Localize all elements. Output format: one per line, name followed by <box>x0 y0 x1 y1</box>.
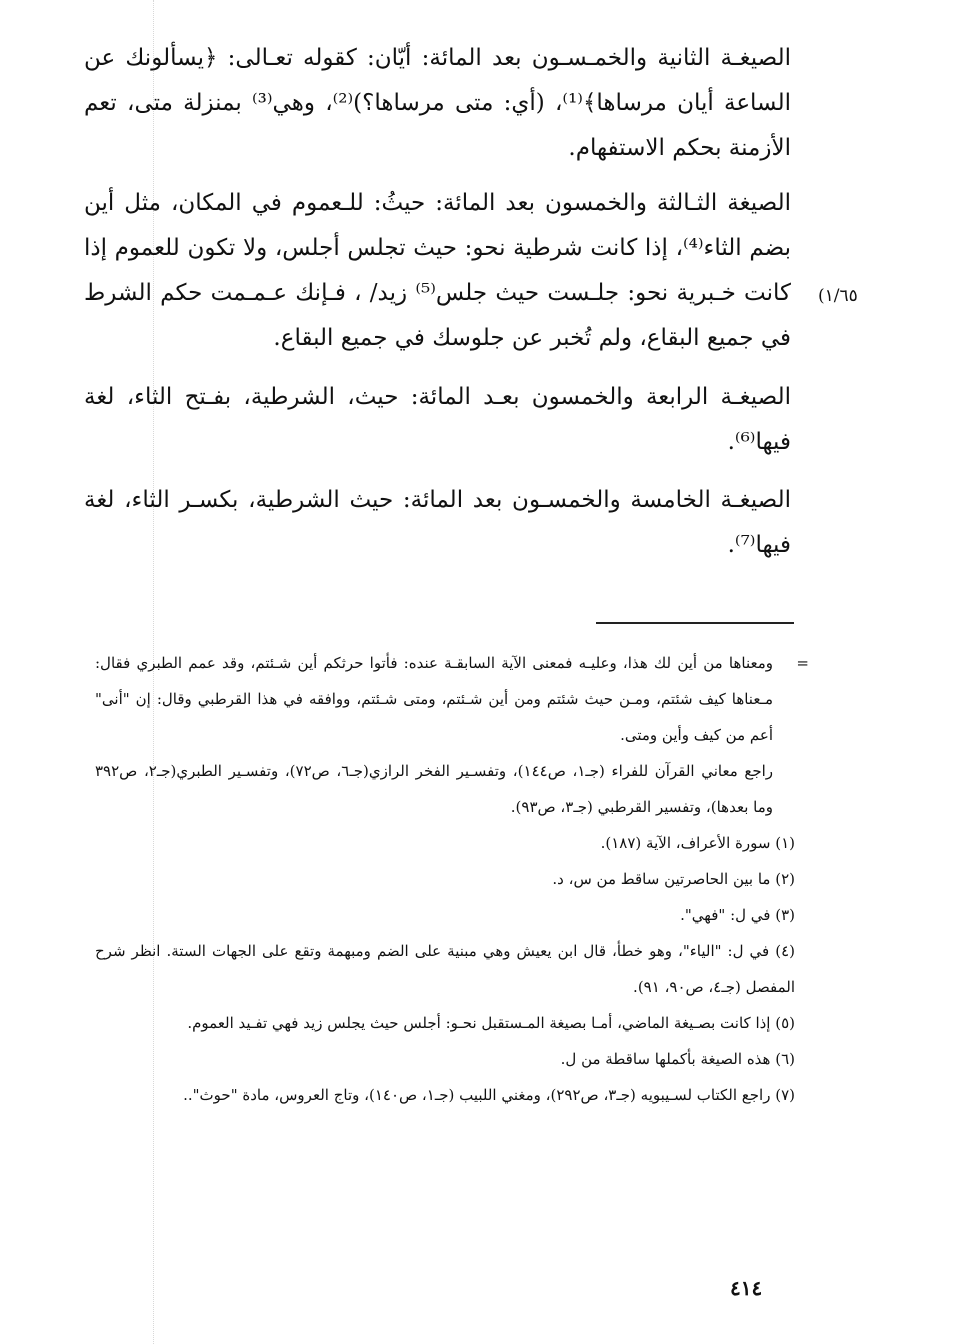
paragraph-155: الصيغـة الخامسة والخمسـون بعد المائة: حيث الشرطية، بكسـر الثاء، لغة فيها⁽⁷⁾. <box>84 487 791 558</box>
paragraph-152: الصيغـة الثانية والخمـسـون بعد المائة: أيّان: كقوله تعـالى: ﴿يسألونك عن الساعة أيان مرساها﴾⁽¹⁾، (أي: متى مرساها؟)⁽²⁾، وهي⁽³⁾ بمنزلة متى، تعم الأزمنة بحكم الاستفهام. <box>84 45 791 161</box>
continuation-mark: = <box>796 654 809 672</box>
footnote-5: (٥) إذا كانت بصـيغة الماضي، أمـا بصيغة المـستقبل نحـو: أجلس حيث يجلس زيد فهي تفـيد العموم. <box>187 1014 795 1032</box>
footnote-reference: راجع معاني القرآن للفراء (جـ١، ص١٤٤)، وتفسـير الفخر الرازي(جـ٦، ص٧٢)، وتفسـير الطبري(جـ٢، ص٣٩٢ وما بعدها)، وتفسير القرطبي (جـ٣، ص٩٣). <box>95 762 774 816</box>
margin-folio-note: (١/٦٥ <box>818 286 858 306</box>
paragraph-153: الصيغة الثـالثة والخمسون بعد المائة: حيثُ: للـعموم في المكان، مثل أين بضم الثاء⁽⁴⁾، إذا كانت شرطية نحو: حيث تجلس أجلس، ولا تكون للعموم إذا كانت خـبرية نحو: جلـست حيث جلس⁽⁵⁾ زيد/ ، فـإنك عـمـمت حكم الشرط في جميع البقاع، ولم تُخبر عن جلوسك في جميع البقاع. <box>84 190 791 351</box>
footnote-2: (٢) ما بين الحاصرتين ساقط من س، د. <box>552 870 795 888</box>
page-number: ٤١٤ <box>730 1276 763 1300</box>
footnote-7: (٧) راجع الكتاب لسـيبويه (جـ٣، ص٢٩٢)، ومغني اللبيب (جـ١، ص١٤٠)، وتاج العروس، مادة "حوث".. <box>183 1086 795 1104</box>
footnote-1: (١) سورة الأعراف، الآية (١٨٧). <box>600 834 795 852</box>
footnote-6: (٦) هذه الصيغة بأكملها ساقطة من ل. <box>560 1050 795 1068</box>
footnote-continuation-text: ومعناها من أين لك هذا، وعليـه فمعنى الآية السابقـة عنده: فأتوا حرثكم أين شـئتم، وقد عمم الطبري فقال: مـعناها كيف شئتم، ومـن حيث شئتم ومن أين شـئتم، ومتى شـئتم، ووافقه في هذا القرطبي وقال: إن "أنى" أعم من كيف وأين ومتى. <box>95 654 773 744</box>
paragraph-154: الصيغـة الرابعة والخمسون بعـد المائة: حيث، الشرطية، بفـتح الثاء، لغة فيها⁽⁶⁾. <box>84 384 791 455</box>
footnotes <box>95 645 809 1113</box>
footnote-continuation <box>95 645 809 753</box>
footnote-separator <box>596 622 794 624</box>
footnote-3: (٣) في ل: "فهي". <box>680 906 795 924</box>
footnote-4: (٤) في ل: "الياء"، وهو خطأ، قال ابن يعيش وهي مبنية على الضم ومبهمة وتقع على الجهات الستة. انظر شرح المفصل (جـ٤، ص٩٠، ٩١). <box>95 942 795 996</box>
main-text <box>84 36 791 582</box>
